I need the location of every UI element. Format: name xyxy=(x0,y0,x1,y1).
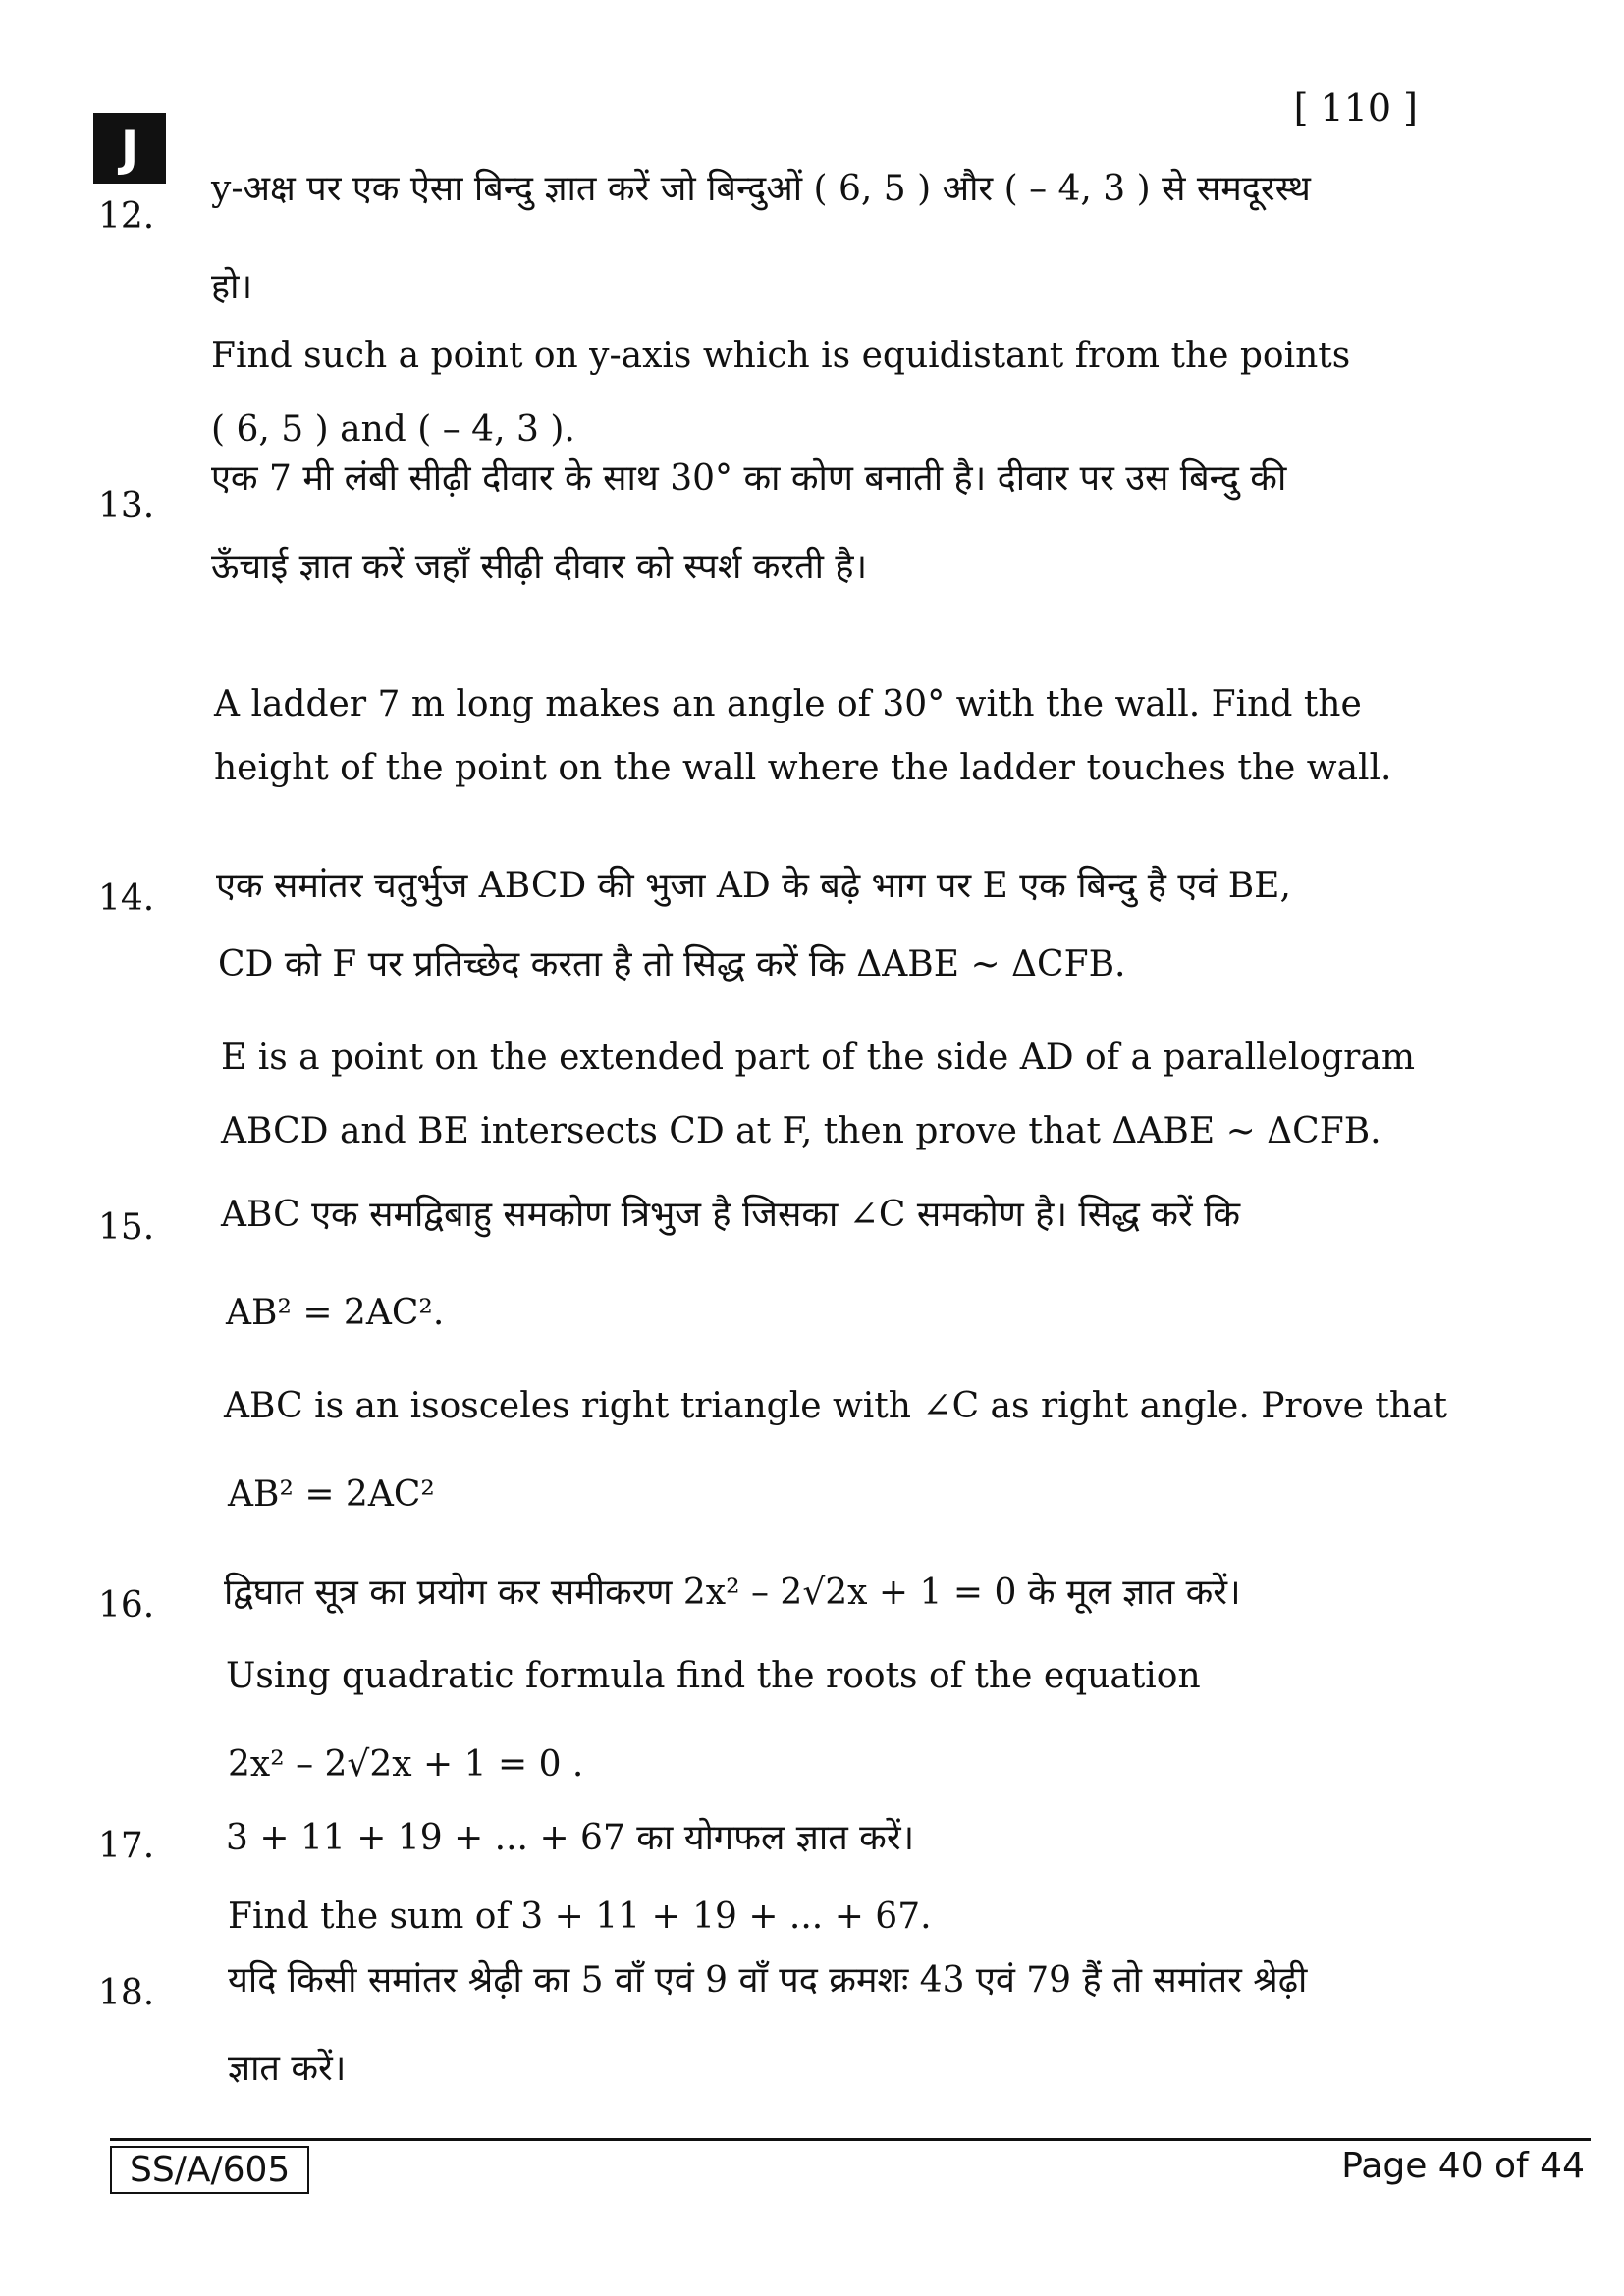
paper-code: SS/A/605 xyxy=(110,2146,309,2194)
question-equation: AB² = 2AC². xyxy=(226,1293,445,1333)
question-text-english: ABCD and BE intersects CD at F, then prove that ΔABE ~ ΔCFB. xyxy=(221,1111,1381,1151)
question-number: 13. xyxy=(98,486,155,526)
question-text-hindi: एक 7 मी लंबी सीढ़ी दीवार के साथ 30° का कोण बनाती है। दीवार पर उस बिन्दु की xyxy=(211,458,1287,499)
question-text-hindi: ABC एक समद्विबाहु समकोण त्रिभुज है जिसका ∠C समकोण है। सिद्ध करें कि xyxy=(221,1195,1241,1235)
question-number: 18. xyxy=(98,1973,155,2013)
question-equation: 2x² – 2√2x + 1 = 0 . xyxy=(228,1744,584,1785)
question-number: 15. xyxy=(98,1207,155,1248)
question-equation: AB² = 2AC² xyxy=(228,1474,435,1515)
question-text-hindi: ज्ञात करें। xyxy=(228,2049,347,2089)
section-badge: J xyxy=(93,113,166,184)
question-text-hindi: एक समांतर चतुर्भुज ABCD की भुजा AD के बढ़े भाग पर E एक बिन्दु है एवं BE, xyxy=(216,866,1291,906)
question-text-english: Find the sum of 3 + 11 + 19 + ... + 67. xyxy=(228,1896,932,1937)
question-text-english: E is a point on the extended part of the side AD of a parallelogram xyxy=(221,1038,1415,1078)
question-number: 14. xyxy=(98,879,155,919)
question-text-hindi: यदि किसी समांतर श्रेढ़ी का 5 वाँ एवं 9 वाँ पद क्रमशः 43 एवं 79 हैं तो समांतर श्रेढ़ी xyxy=(228,1960,1308,2001)
question-text-english: height of the point on the wall where the ladder touches the wall. xyxy=(214,748,1392,788)
question-text-english: Find such a point on y-axis which is equidistant from the points xyxy=(211,336,1351,376)
question-text-hindi: y-अक्ष पर एक ऐसा बिन्दु ज्ञात करें जो बिन्दुओं ( 6, 5 ) और ( – 4, 3 ) से समदूरस्थ xyxy=(211,169,1311,209)
page-number: Page 40 of 44 xyxy=(1341,2146,1585,2186)
question-text-hindi: हो। xyxy=(211,267,253,307)
question-text-hindi: 3 + 11 + 19 + ... + 67 का योगफल ज्ञात करें। xyxy=(226,1818,915,1858)
footer-divider xyxy=(110,2138,1591,2141)
question-number: 17. xyxy=(98,1826,155,1866)
question-number: 12. xyxy=(98,196,155,237)
question-text-english: ABC is an isosceles right triangle with ∠C as right angle. Prove that xyxy=(224,1386,1447,1426)
question-text-english: ( 6, 5 ) and ( – 4, 3 ). xyxy=(211,409,575,450)
question-code: [ 110 ] xyxy=(1293,86,1418,130)
question-text-english: Using quadratic formula find the roots of the equation xyxy=(226,1656,1201,1696)
question-number: 16. xyxy=(98,1585,155,1626)
question-text-hindi: द्विघात सूत्र का प्रयोग कर समीकरण 2x² – 2√2x + 1 = 0 के मूल ज्ञात करें। xyxy=(224,1573,1241,1613)
question-text-english: A ladder 7 m long makes an angle of 30° with the wall. Find the xyxy=(214,684,1362,724)
question-text-hindi: CD को F पर प्रतिच्छेद करता है तो सिद्ध करें कि ΔABE ~ ΔCFB. xyxy=(218,944,1126,985)
question-text-hindi: ऊँचाई ज्ञात करें जहाँ सीढ़ी दीवार को स्पर्श करती है। xyxy=(211,547,868,587)
